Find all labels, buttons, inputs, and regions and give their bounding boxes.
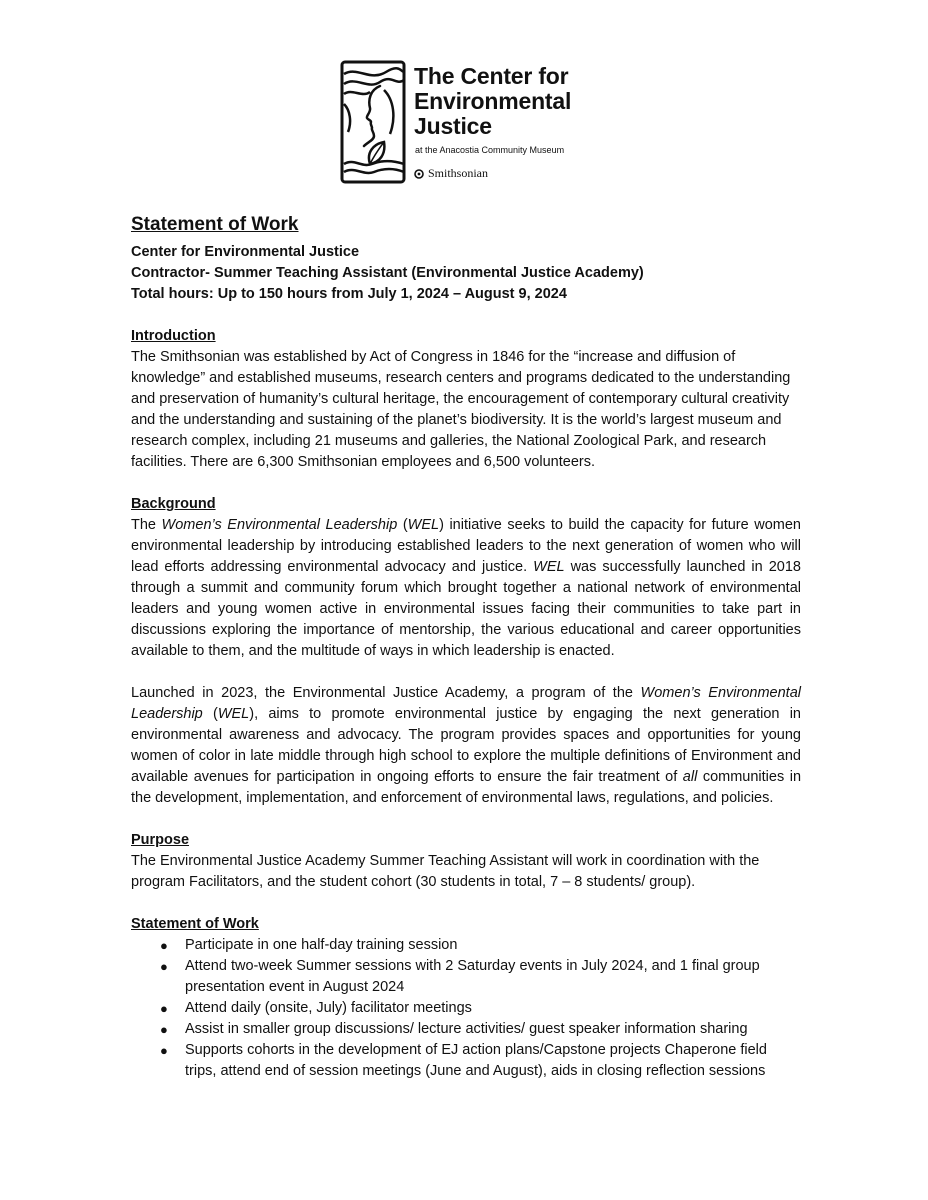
logo-subtitle: at the Anacostia Community Museum xyxy=(415,145,565,155)
smithsonian-sun-icon xyxy=(414,169,424,179)
smithsonian-label: Smithsonian xyxy=(428,166,489,180)
purpose-section xyxy=(131,830,801,893)
background-section xyxy=(131,494,801,809)
text-run: ) initiative seeks to build the capacity for future women environmental leadership by introducing established leaders to the next generation of women who will lead efforts addressing environmental advocacy and justice. xyxy=(131,517,801,575)
list-item-text: Assist in smaller group discussions/ lecture activities/ guest speaker information sharing xyxy=(185,1021,748,1037)
page-title: Statement of Work xyxy=(131,214,299,235)
list-item-text: Participate in one half-day training session xyxy=(185,937,458,953)
list-item xyxy=(131,1040,801,1082)
bullet-icon: ● xyxy=(160,1043,168,1058)
task-list xyxy=(131,935,801,1082)
hours-line: Total hours: Up to 150 hours from July 1, 2024 – August 9, 2024 xyxy=(131,286,567,302)
logo-title-line: The Center for xyxy=(414,63,569,89)
text-run: ( xyxy=(202,706,218,722)
text-run: ), aims to promote environmental justice by engaging the next generation in environmental awareness and advocacy. The program provides spaces and opportunities for young women of color in late middle through high school to explore the multiple definitions of Environment and available avenues for participation in ongoing efforts to ensure the fair treatment of xyxy=(131,706,801,785)
document-body xyxy=(131,212,801,1082)
purpose-text: The Environmental Justice Academy Summer Teaching Assistant will work in coordination with the program Facilitators, and the student cohort (30 students in total, 7 – 8 students/ group). xyxy=(131,853,760,890)
smithsonian-brand xyxy=(414,166,488,181)
org-line: Center for Environmental Justice xyxy=(131,244,360,260)
list-item-text: Attend two-week Summer sessions with 2 Saturday events in July 2024, and 1 final group presentation event in August 2024 xyxy=(185,958,760,995)
introduction-section xyxy=(131,326,801,473)
text-run: communities in the development, implementation, and enforcement of environmental laws, regulations, and policies. xyxy=(131,769,802,806)
text-run: Launched in 2023, the Environmental Justice Academy, a program of the xyxy=(131,685,641,701)
list-item xyxy=(131,935,801,956)
italic-run: WEL xyxy=(407,517,440,533)
list-item xyxy=(131,956,801,998)
bullet-icon: ● xyxy=(160,938,168,953)
statement-section xyxy=(131,914,801,1082)
list-item xyxy=(131,998,801,1019)
list-item-text: Attend daily (onsite, July) facilitator meetings xyxy=(185,1000,472,1016)
bullet-icon: ● xyxy=(160,1022,168,1037)
logo-title-line: Environmental xyxy=(414,88,572,114)
bullet-icon: ● xyxy=(160,959,168,974)
text-run: The xyxy=(131,517,162,533)
italic-run: WEL xyxy=(533,559,565,575)
center-logo xyxy=(340,60,600,190)
list-item xyxy=(131,1019,801,1040)
role-line: Contractor- Summer Teaching Assistant (Environmental Justice Academy) xyxy=(131,265,644,281)
italic-run: WEL xyxy=(217,706,250,722)
statement-heading: Statement of Work xyxy=(131,916,259,932)
text-run: was successfully launched in 2018 through a summit and community forum which brought together a national network of environmental leaders and young women active in environmental issues facing their communities to take part in discussions exploring the importance of mentorship, the various educational and career opportunities available to them, and the multitude of ways in which leadership is enacted. xyxy=(131,559,801,659)
italic-run: Women’s Environmental Leadership xyxy=(161,517,398,533)
introduction-text: The Smithsonian was established by Act of Congress in 1846 for the “increase and diffusion of knowledge” and established museums, research centers and programs dedicated to the understanding and preservation of humanity’s cultural heritage, the encouragement of contemporary cultural creativity and the understanding and sustaining of the planet’s biodiversity. It is the world’s largest museum and research complex, including 21 museums and galleries, the National Zoological Park, and research facilities. There are 6,300 Smithsonian employees and 6,500 volunteers. xyxy=(131,349,791,470)
introduction-heading: Introduction xyxy=(131,328,216,344)
background-paragraph-2 xyxy=(131,683,801,809)
background-heading: Background xyxy=(131,496,216,512)
purpose-heading: Purpose xyxy=(131,832,190,848)
italic-run: all xyxy=(682,769,698,785)
logo-title xyxy=(414,64,571,139)
logo-title-line: Justice xyxy=(414,113,492,139)
bullet-icon: ● xyxy=(160,1001,168,1016)
background-paragraph-1 xyxy=(131,515,801,662)
list-item-text: Supports cohorts in the development of EJ action plans/Capstone projects Chaperone field trips, attend end of session meetings (June and August), aids in closing reflection sessions xyxy=(185,1042,767,1079)
woman-profile-leaf-icon xyxy=(340,60,406,184)
italic-run: Women’s Environmental Leadership xyxy=(131,685,801,722)
text-run: ( xyxy=(397,517,408,533)
